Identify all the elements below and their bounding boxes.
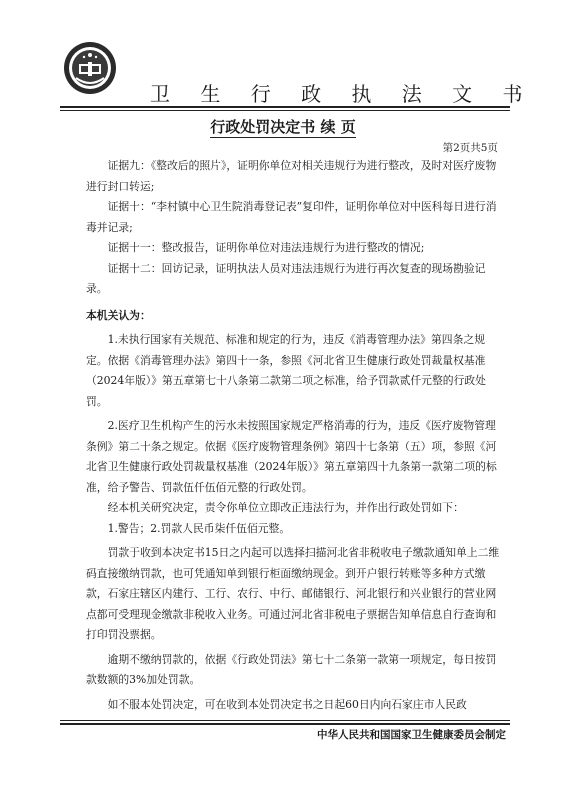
evidence-12: 证据十二：回访记录，证明执法人员对违法违规行为进行再次复查的现场勘验记录。 bbox=[86, 261, 486, 295]
decision-intro: 经本机关研究决定，责令你单位立即改正违法行为，并作出行政处罚如下： bbox=[107, 501, 464, 514]
finding-1: 1.未执行国家有关规范、标准和规定的行为，违反《消毒管理办法》第四条之规定。依据《消毒管理办法》第四十一条，参照《河北省卫生健康行政处罚裁量权基准（2024年版）》第五章第七十八条第二款第二项之标准，给予罚款贰仟元整的行政处罚。 bbox=[86, 333, 486, 408]
decision-items: 1.警告；2.罚款人民币柒仟伍佰元整。 bbox=[107, 521, 291, 535]
late-fee-clause: 逾期不缴纳罚款的，依据《行政处罚法》第七十二条第一款第一项规定，每日按罚款数额的3%加处罚款。 bbox=[86, 652, 497, 686]
document-subtitle bbox=[0, 116, 566, 137]
national-emblem-icon bbox=[62, 40, 118, 96]
footer-rule bbox=[60, 720, 510, 721]
evidence-9: 证据九：《整改后的照片》，证明你单位对相关违规行为进行整改，及时对医疗废物进行封口转运; bbox=[86, 159, 497, 193]
document-body bbox=[86, 156, 506, 715]
subtitle-text: 行政处罚决定书 续 页 bbox=[210, 118, 356, 136]
evidence-11: 证据十一：整改报告，证明你单位对违法违规行为进行整改的情况; bbox=[107, 241, 425, 254]
document-type-title: 卫 生 行 政 执 法 文 书 bbox=[150, 82, 535, 106]
section-heading: 本机关认为： bbox=[86, 308, 151, 322]
evidence-10: 证据十：“李村镇中心卫生院消毒登记表”复印件，证明你单位对中医科每日进行消毒并记录; bbox=[86, 200, 497, 234]
footer-rule-thick bbox=[60, 723, 510, 725]
payment-instructions: 罚款于收到本决定书15日之内起可以选择扫描河北省非税收电子缴款通知单上二维码直接缴纳罚款，也可凭通知单到银行柜面缴纳现金。到开户银行转账等多种方式缴款，石家庄辖区内建行、工行、农行、中行、邮储银行、河北银行和兴业银行的营业网点都可受理现金缴款非税收入业务。可通过河北省非税电子票据告知单信息自行查询和打印罚没票据。 bbox=[86, 546, 500, 641]
appeal-clause: 如不服本处罚决定，可在收到本处罚决定书之日起60日内向石家庄市人民政 bbox=[107, 697, 467, 711]
issuer-footer: 中华人民共和国国家卫生健康委员会制定 bbox=[317, 729, 506, 741]
header-rule-thin bbox=[60, 110, 510, 111]
finding-2: 2.医疗卫生机构产生的污水未按照国家规定严格消毒的行为，违反《医疗废物管理条例》第二十条之规定。依据《医疗废物管理条例》第四十七条第（五）项，参照《河北省卫生健康行政处罚裁量权基准（2024年版）》第五章第四十九条第一款第二项的标准，给予警告、罚款伍仟伍佰元整的行政处罚。 bbox=[86, 419, 497, 494]
page-indicator: 第2页共5页 bbox=[442, 142, 498, 154]
header-rule bbox=[60, 106, 510, 108]
